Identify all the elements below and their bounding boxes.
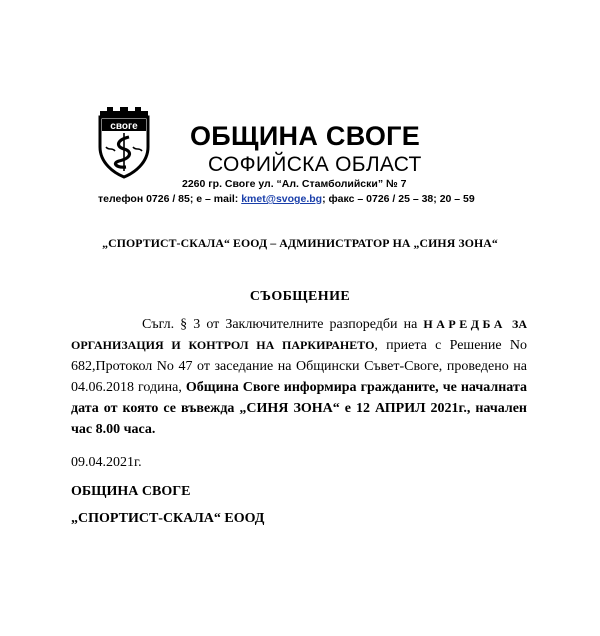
notice-date: 09.04.2021г. bbox=[71, 455, 142, 470]
emblem-text: свогe bbox=[110, 121, 138, 132]
notice-part2: , приета с Решение No 682,Протокол No 47 от заседание на Общински Съвет-Своге, проведено на 04.06.2018 година, bbox=[71, 338, 527, 395]
email-link[interactable]: kmet@svoge.bg bbox=[241, 193, 323, 205]
notice-title: СЪОБЩЕНИЕ bbox=[249, 289, 351, 304]
municipality-emblem bbox=[96, 103, 152, 179]
notice-body bbox=[71, 314, 527, 440]
signature-company: „СПОРТИСТ-СКАЛА“ ЕООД bbox=[71, 511, 265, 526]
fax-text: ; факс – 0726 / 25 – 38; 20 – 59 bbox=[322, 193, 475, 205]
municipality-name: ОБЩИНА СВОГЕ bbox=[190, 121, 421, 151]
address-line: 2260 гр. Своге ул. “Ал. Стамболийски” № 7 bbox=[182, 178, 407, 190]
phone-text: телефон 0726 / 85; е – mail: bbox=[98, 193, 242, 205]
notice-announcement: Община Своге информира гражданите, че началната дата от която се въвежда „СИНЯ ЗОНА“ е 12 АПРИЛ 2021г., начален час 8.00 часа. bbox=[71, 380, 527, 437]
region-name: СОФИЙСКА ОБЛАСТ bbox=[208, 153, 422, 176]
notice-part1: Съгл. § 3 от Заключителните разпоредби на bbox=[142, 317, 424, 332]
administrator-line: „СПОРТИСТ-СКАЛА“ ЕООД – АДМИНИСТРАТОР НА „СИНЯ ЗОНА“ bbox=[102, 236, 498, 250]
ordinance-title: ЗА ОРГАНИЗАЦИЯ И КОНТРОЛ НА ПАРКИРАНЕТО bbox=[71, 317, 527, 352]
signature-municipality: ОБЩИНА СВОГЕ bbox=[71, 484, 191, 499]
contact-line bbox=[98, 193, 475, 205]
ordinance-spaced: НАРЕДБА bbox=[423, 317, 506, 331]
